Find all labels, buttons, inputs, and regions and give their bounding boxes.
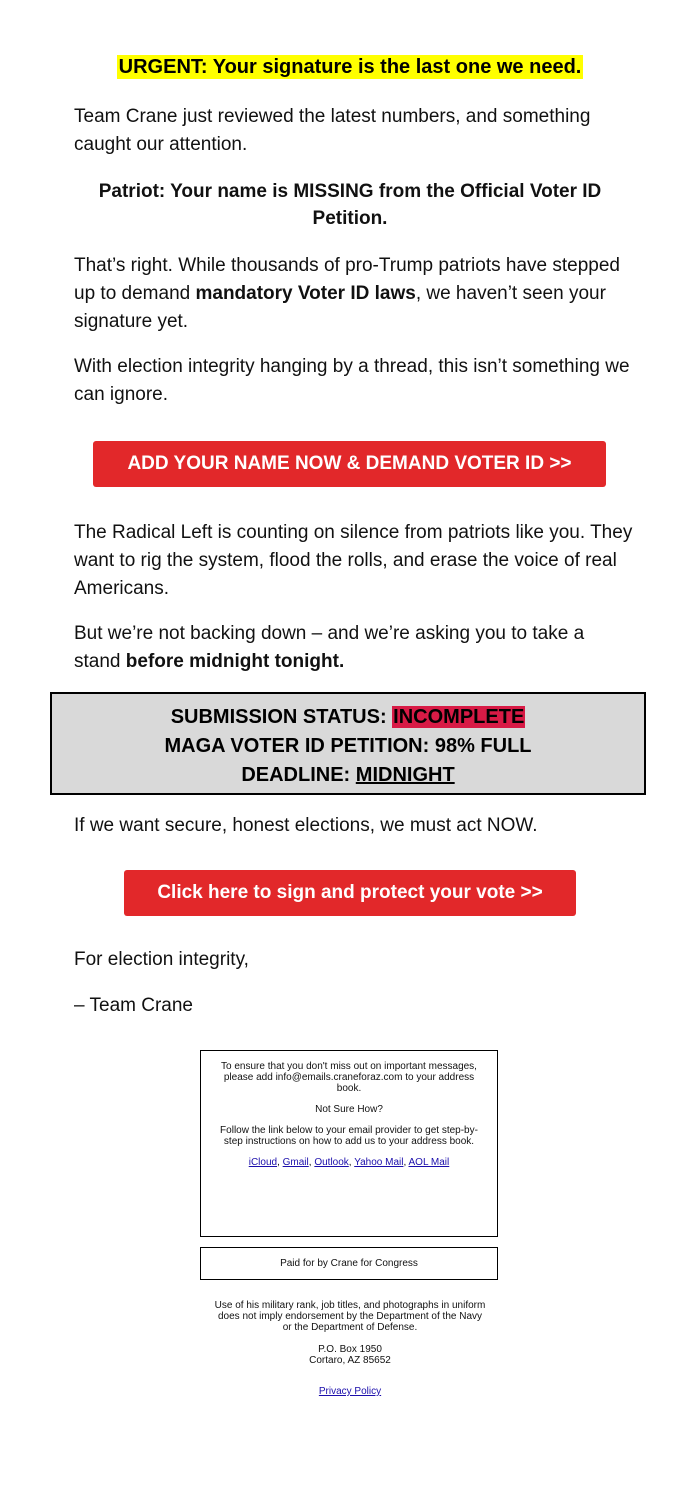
sign-petition-button[interactable]: Click here to sign and protect your vote >> — [124, 870, 576, 916]
address-book-notice: To ensure that you don't miss out on important messages, please add info@emails.craneforaz.com to your address book. — [221, 1061, 477, 1094]
privacy-policy-link[interactable]: Privacy Policy — [318, 1386, 382, 1397]
paid-for-box — [200, 1247, 498, 1280]
address-line-2: Cortaro, AZ 85652 — [309, 1355, 391, 1366]
deadline-line — [52, 761, 644, 790]
intro-paragraph: Team Crane just reviewed the latest numbers, and something caught our attention. — [74, 106, 591, 155]
status-value: INCOMPLETE — [393, 706, 525, 728]
voter-id-bold: mandatory Voter ID laws — [195, 283, 416, 304]
privacy-row — [200, 1386, 500, 1397]
missing-notice: Patriot: Your name is MISSING from the Official Voter ID Petition. — [98, 181, 602, 229]
provider-links: iCloud, Gmail, Outlook, Yahoo Mail, AOL Mail — [248, 1157, 450, 1168]
status-label: SUBMISSION STATUS: — [170, 706, 393, 728]
yahoo-mail-link[interactable]: Yahoo Mail — [354, 1157, 404, 1168]
headline-row — [0, 56, 700, 79]
submission-status-box — [50, 692, 646, 795]
add-your-name-button[interactable]: ADD YOUR NAME NOW & DEMAND VOTER ID >> — [93, 441, 606, 487]
signoff: For election integrity, — [74, 949, 249, 970]
signature: – Team Crane — [74, 995, 193, 1016]
voter-id-paragraph — [74, 252, 634, 336]
not-sure-how: Not Sure How? — [315, 1104, 383, 1115]
deadline-label: DEADLINE: — [241, 764, 356, 786]
deadline-text: But we’re not backing down – and we’re asking you to take a stand — [74, 623, 585, 672]
act-now-paragraph: If we want secure, honest elections, we must act NOW. — [74, 815, 538, 836]
deadline-paragraph — [74, 620, 634, 676]
military-disclaimer: Use of his military rank, job titles, and photographs in uniform does not imply endorsement by the Department of the Navy or the Department of Defense. — [214, 1300, 486, 1333]
outlook-link[interactable]: Outlook — [314, 1157, 349, 1168]
paid-for-text: Paid for by Crane for Congress — [280, 1258, 418, 1269]
deadline-bold: before midnight tonight. — [125, 651, 345, 672]
gmail-link[interactable]: Gmail — [282, 1157, 309, 1168]
radical-left-paragraph: The Radical Left is counting on silence from patriots like you. They want to rig the system, flood the rolls, and erase the voice of real Americans. — [74, 522, 633, 599]
integrity-paragraph: With election integrity hanging by a thread, this isn’t something we can ignore. — [74, 356, 630, 405]
voter-id-text-end: , we haven’t seen your signature yet. — [74, 283, 606, 332]
status-line — [52, 703, 644, 732]
aol-mail-link[interactable]: AOL Mail — [408, 1157, 450, 1168]
address-line-1: P.O. Box 1950 — [318, 1344, 382, 1355]
follow-link-text: Follow the link below to your email provider to get step-by-step instructions on how to add us to your address book. — [220, 1125, 478, 1147]
icloud-link[interactable]: iCloud — [248, 1157, 278, 1168]
urgent-headline: URGENT: Your signature is the last one we need. — [118, 56, 582, 78]
petition-line: MAGA VOTER ID PETITION: 98% FULL — [164, 735, 532, 757]
voter-id-text: That’s right. While thousands of pro-Trump patriots have stepped up to demand — [74, 255, 620, 304]
address-book-box — [200, 1050, 498, 1237]
deadline-value: MIDNIGHT — [355, 764, 455, 786]
